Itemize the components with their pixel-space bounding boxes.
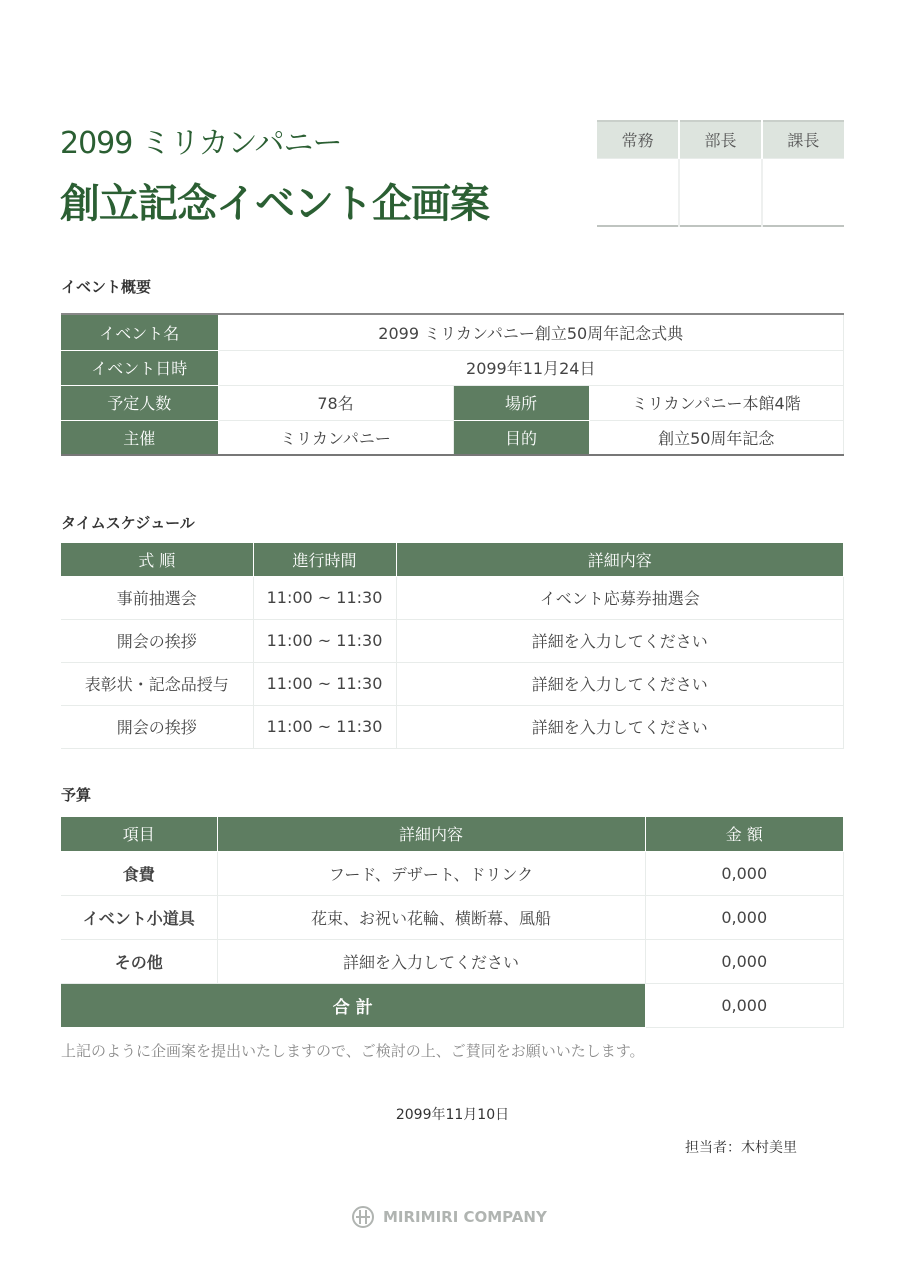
- overview-table: [61, 313, 844, 456]
- host: ミリカンパニー: [218, 420, 453, 455]
- approval-header: 常務: [597, 121, 679, 158]
- people: 78名: [218, 385, 453, 420]
- schedule-table: [61, 543, 844, 749]
- budget-heading: 予算: [61, 786, 92, 804]
- cell: イベント応募券抽選会: [396, 576, 844, 619]
- company-name: 2099 ミリカンパニー: [60, 126, 342, 161]
- stamp-cell[interactable]: [762, 158, 844, 226]
- label: 予定人数: [61, 385, 218, 420]
- column-header: 式 順: [61, 543, 253, 576]
- person-in-charge: 担当者：木村美里: [685, 1140, 797, 1156]
- budget-table: [61, 817, 844, 1028]
- cell: 開会の挨拶: [61, 619, 253, 662]
- company-logo: [351, 1205, 547, 1229]
- cell: その他: [61, 939, 217, 983]
- cell: 11:00 ~ 11:30: [253, 705, 396, 748]
- cell: 0,000: [645, 895, 844, 939]
- label: イベント名: [61, 314, 218, 350]
- total-amount: 0,000: [645, 983, 844, 1027]
- cell: 事前抽選会: [61, 576, 253, 619]
- table-row: [61, 705, 844, 748]
- submission-date: 2099年11月10日: [395, 1107, 510, 1123]
- closing-note: 上記のように企画案を提出いたしますので、ご検討の上、ご賛同をお願いいたします。: [61, 1042, 645, 1060]
- overview-heading: イベント概要: [61, 278, 152, 296]
- cell: 0,000: [645, 851, 844, 895]
- table-row: [61, 662, 844, 705]
- label: 主催: [61, 420, 218, 455]
- table-row: [61, 895, 844, 939]
- column-header: 項目: [61, 817, 217, 851]
- label: イベント日時: [61, 350, 218, 385]
- approval-header: 部長: [679, 121, 761, 158]
- cell: 食費: [61, 851, 217, 895]
- cell: 詳細を入力してください: [217, 939, 645, 983]
- total-label: 合 計: [61, 983, 645, 1027]
- approval-header: 課長: [762, 121, 844, 158]
- place: ミリカンパニー本館4階: [589, 385, 844, 420]
- cell: 表彰状・記念品授与: [61, 662, 253, 705]
- cell: 花束、お祝い花輪、横断幕、風船: [217, 895, 645, 939]
- schedule-heading: タイムスケジュール: [61, 514, 195, 532]
- table-row: [61, 939, 844, 983]
- cell: 11:00 ~ 11:30: [253, 662, 396, 705]
- table-row: [61, 851, 844, 895]
- document-title: 創立記念イベント企画案: [60, 181, 489, 227]
- column-header: 詳細内容: [396, 543, 844, 576]
- cell: 11:00 ~ 11:30: [253, 619, 396, 662]
- column-header: 詳細内容: [217, 817, 645, 851]
- cell: 詳細を入力してください: [396, 662, 844, 705]
- cell: イベント小道具: [61, 895, 217, 939]
- cell: 開会の挨拶: [61, 705, 253, 748]
- stamp-cell[interactable]: [597, 158, 679, 226]
- table-row: [61, 576, 844, 619]
- event-date: 2099年11月24日: [218, 350, 844, 385]
- column-header: 金 額: [645, 817, 844, 851]
- event-name: 2099 ミリカンパニー創立50周年記念式典: [218, 314, 844, 350]
- approval-table: [597, 120, 844, 227]
- cell: 11:00 ~ 11:30: [253, 576, 396, 619]
- label: 場所: [453, 385, 589, 420]
- cell: 詳細を入力してください: [396, 619, 844, 662]
- column-header: 進行時間: [253, 543, 396, 576]
- table-row: [61, 619, 844, 662]
- cell: 0,000: [645, 939, 844, 983]
- cell: 詳細を入力してください: [396, 705, 844, 748]
- cell: フード、デザート、ドリンク: [217, 851, 645, 895]
- stamp-cell[interactable]: [679, 158, 761, 226]
- logo-icon: [351, 1205, 375, 1229]
- label: 目的: [453, 420, 589, 455]
- purpose: 創立50周年記念: [589, 420, 844, 455]
- logo-text: MIRIMIRI COMPANY: [383, 1208, 547, 1226]
